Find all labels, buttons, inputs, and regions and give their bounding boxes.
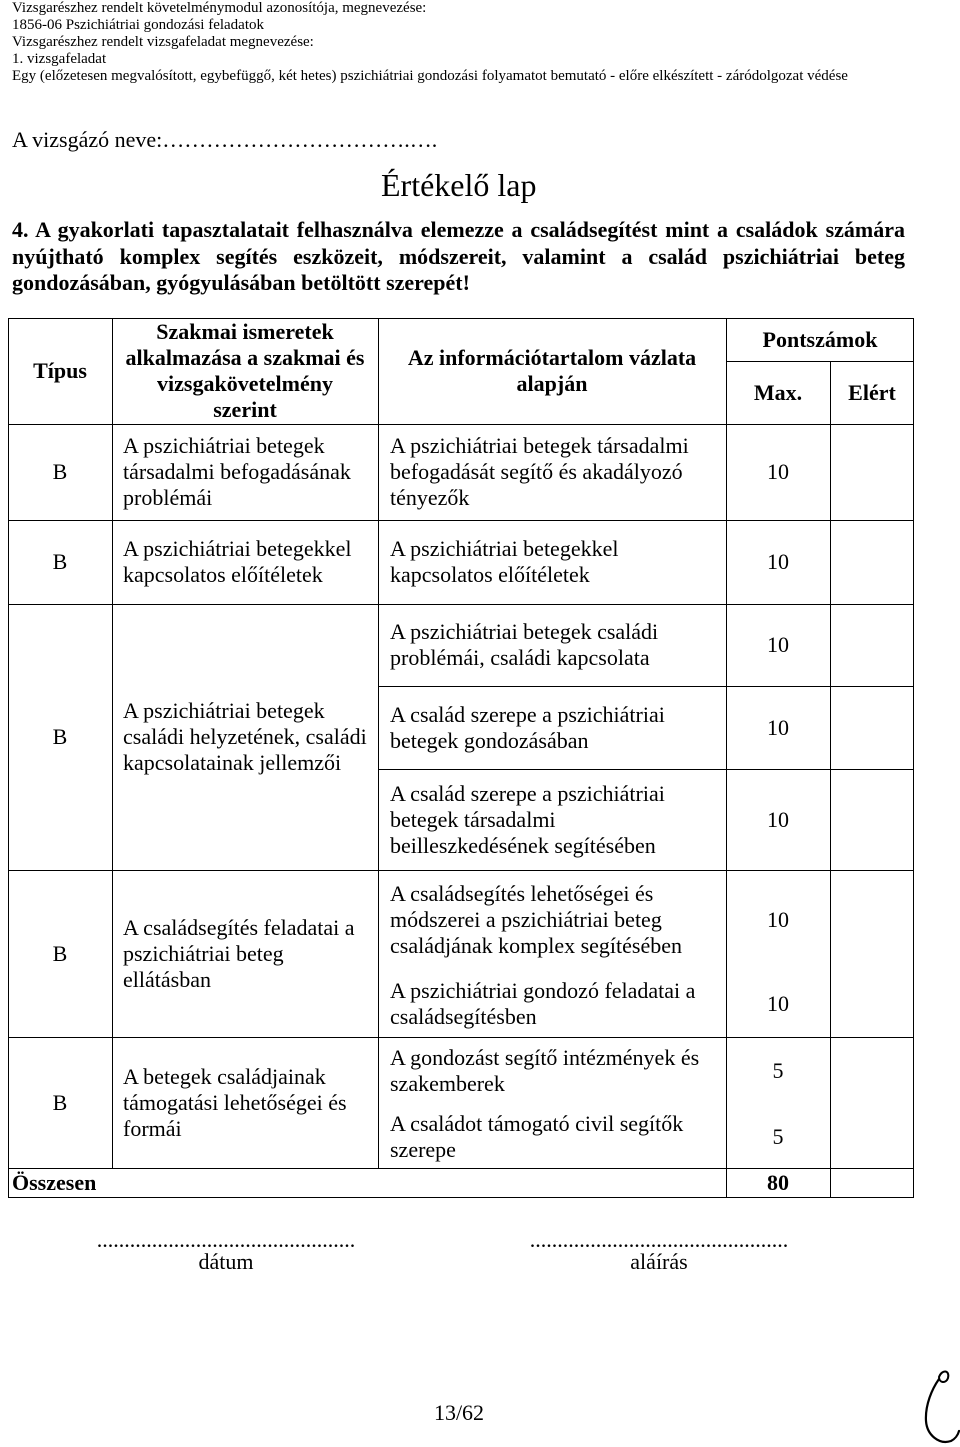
knowledge-line: kapcsolatainak jellemzői: [123, 750, 342, 775]
handwritten-mark: [915, 1365, 960, 1447]
candidate-name-line: A vizsgázó neve:…………………………….….: [12, 127, 438, 152]
outline-line: szerepe: [390, 1136, 456, 1162]
outline-line: betegek társadalmi: [390, 806, 556, 832]
outline-line: A család szerepe a pszichiátriai: [390, 780, 665, 806]
table-rule-v: [378, 318, 379, 1169]
header-outline-line: alapján: [516, 371, 588, 396]
outline-cell: [390, 604, 726, 686]
table-rule-v: [830, 361, 831, 1198]
outline-line: A családsegítés lehetőségei és: [390, 881, 654, 906]
row-type: B: [52, 940, 68, 966]
knowledge-line: ellátásban: [123, 966, 211, 992]
total-label: Összesen: [12, 1169, 97, 1195]
outline-line: A pszichiátriai betegekkel: [390, 536, 619, 561]
module-name: 1856-06 Pszichiátriai gondozási feladatok: [12, 17, 265, 33]
date-dots: ...............................................: [96, 1227, 356, 1252]
outline-cell: [390, 1105, 726, 1168]
task-type-number: 1. vizsgafeladat: [12, 51, 107, 67]
header-outline-line: Az információtartalom vázlata: [407, 345, 697, 370]
page-number: 13/62: [433, 1400, 485, 1425]
evaluation-table: [8, 318, 914, 1198]
task-type-label: Vizsgarészhez rendelt vizsgafeladat megnevezése:: [12, 34, 314, 50]
max-points: 10: [767, 632, 789, 657]
outline-line: családsegítésben: [390, 1003, 537, 1029]
knowledge-line: pszichiátriai beteg: [123, 940, 284, 966]
outline-line: családjának komplex segítésében: [390, 933, 683, 958]
knowledge-line: családi helyzetének, családi: [123, 724, 367, 749]
table-rule-v: [913, 318, 914, 1198]
outline-line: A családot támogató civil segítők: [390, 1110, 684, 1136]
outline-line: A gondozást segítő intézmények és: [390, 1045, 700, 1070]
task-line: 4. A gyakorlati tapasztalatait felhasználva elemezze a családsegítést mint a családok számára: [12, 217, 905, 242]
signature-dots: ...............................................: [529, 1227, 789, 1252]
row-type: B: [52, 1089, 68, 1115]
module-label: Vizsgarészhez rendelt követelménymodul azonosítója, megnevezése:: [12, 0, 427, 16]
page-title: Értékelő lap: [381, 167, 537, 203]
outline-line: A pszichiátriai betegek családi: [390, 619, 659, 644]
signature-label: aláírás: [630, 1249, 688, 1274]
outline-line: A család szerepe a pszichiátriai: [390, 701, 665, 727]
outline-line: befogadását segítő és akadályozó: [390, 459, 683, 484]
knowledge-line: kapcsolatos előítéletek: [123, 562, 323, 587]
max-points: 5: [772, 1123, 784, 1149]
signature-field: [528, 1229, 790, 1273]
knowledge-line: A pszichiátriai betegek: [123, 433, 325, 458]
outline-line: betegek gondozásában: [390, 727, 589, 753]
header-max: Max.: [753, 379, 803, 405]
max-points: 5: [772, 1058, 784, 1083]
knowledge-line: A pszichiátriai betegek: [123, 698, 325, 723]
outline-cell: [390, 520, 726, 604]
task-description: [12, 217, 905, 297]
table-rule-h: [8, 1197, 914, 1198]
outline-line: A pszichiátriai betegek társadalmi: [390, 433, 689, 458]
knowledge-line: problémái: [123, 485, 213, 510]
max-points: 10: [767, 806, 789, 832]
outline-line: A pszichiátriai gondozó feladatai a: [390, 977, 696, 1003]
date-field: [95, 1229, 357, 1273]
knowledge-cell: [123, 604, 378, 870]
outline-cell: [390, 970, 726, 1037]
max-points: 10: [767, 714, 789, 740]
outline-line: szakemberek: [390, 1071, 505, 1096]
header-outline: [378, 318, 726, 424]
header-knowledge-line: vizsgakövetelmény: [157, 371, 333, 396]
outline-cell: [390, 1037, 726, 1105]
header-knowledge-line: szerint: [213, 397, 277, 422]
outline-line: tényezők: [390, 485, 470, 510]
document-header: [12, 0, 848, 85]
knowledge-line: A betegek családjainak: [123, 1063, 326, 1089]
knowledge-cell: [123, 1037, 378, 1168]
table-rule-v: [112, 318, 113, 1169]
header-achieved: Elért: [848, 379, 896, 405]
max-points: 10: [767, 549, 789, 574]
max-points: 10: [767, 990, 789, 1016]
outline-cell: [390, 769, 726, 870]
row-type: B: [52, 724, 68, 749]
outline-line: problémái, családi kapcsolata: [390, 645, 650, 670]
header-knowledge: [112, 318, 378, 424]
max-points: 10: [767, 907, 789, 932]
outline-cell: [390, 870, 726, 970]
outline-line: módszerei a pszichiátriai beteg: [390, 907, 662, 932]
max-points: 10: [767, 459, 789, 484]
outline-cell: [390, 424, 726, 520]
date-label: dátum: [198, 1249, 254, 1274]
task-line: gondozásában, gyógyulásában betöltött szerepét!: [12, 270, 470, 295]
row-type: B: [52, 549, 68, 574]
outline-line: beilleszkedésének segítésében: [390, 832, 656, 858]
header-knowledge-line: Szakmai ismeretek: [156, 319, 334, 344]
knowledge-cell: [123, 870, 378, 1037]
task-type-name: Egy (előzetesen megvalósított, egybefüggő, két hetes) pszichiátriai gondozási folyamatot bemutató - előre elkészített - záródolgozat védése: [12, 68, 848, 84]
task-line: nyújtható komplex segítés eszközeit, módszereit, valamint a család pszichiátriai beteg: [12, 243, 905, 269]
outline-line: kapcsolatos előítéletek: [390, 562, 590, 587]
knowledge-line: formái: [123, 1115, 182, 1141]
knowledge-cell: [123, 520, 378, 604]
knowledge-line: A családsegítés feladatai a: [123, 914, 355, 940]
knowledge-cell: [123, 424, 378, 520]
row-type: B: [52, 459, 68, 484]
knowledge-line: társadalmi befogadásának: [123, 459, 351, 484]
header-knowledge-line: alkalmazása a szakmai és: [125, 345, 365, 370]
knowledge-line: támogatási lehetőségei és: [123, 1089, 347, 1115]
outline-cell: [390, 686, 726, 769]
knowledge-line: A pszichiátriai betegekkel: [123, 536, 352, 561]
total-max-points: 80: [767, 1169, 789, 1195]
header-points: Pontszámok: [762, 326, 878, 352]
header-type: Típus: [33, 358, 87, 383]
